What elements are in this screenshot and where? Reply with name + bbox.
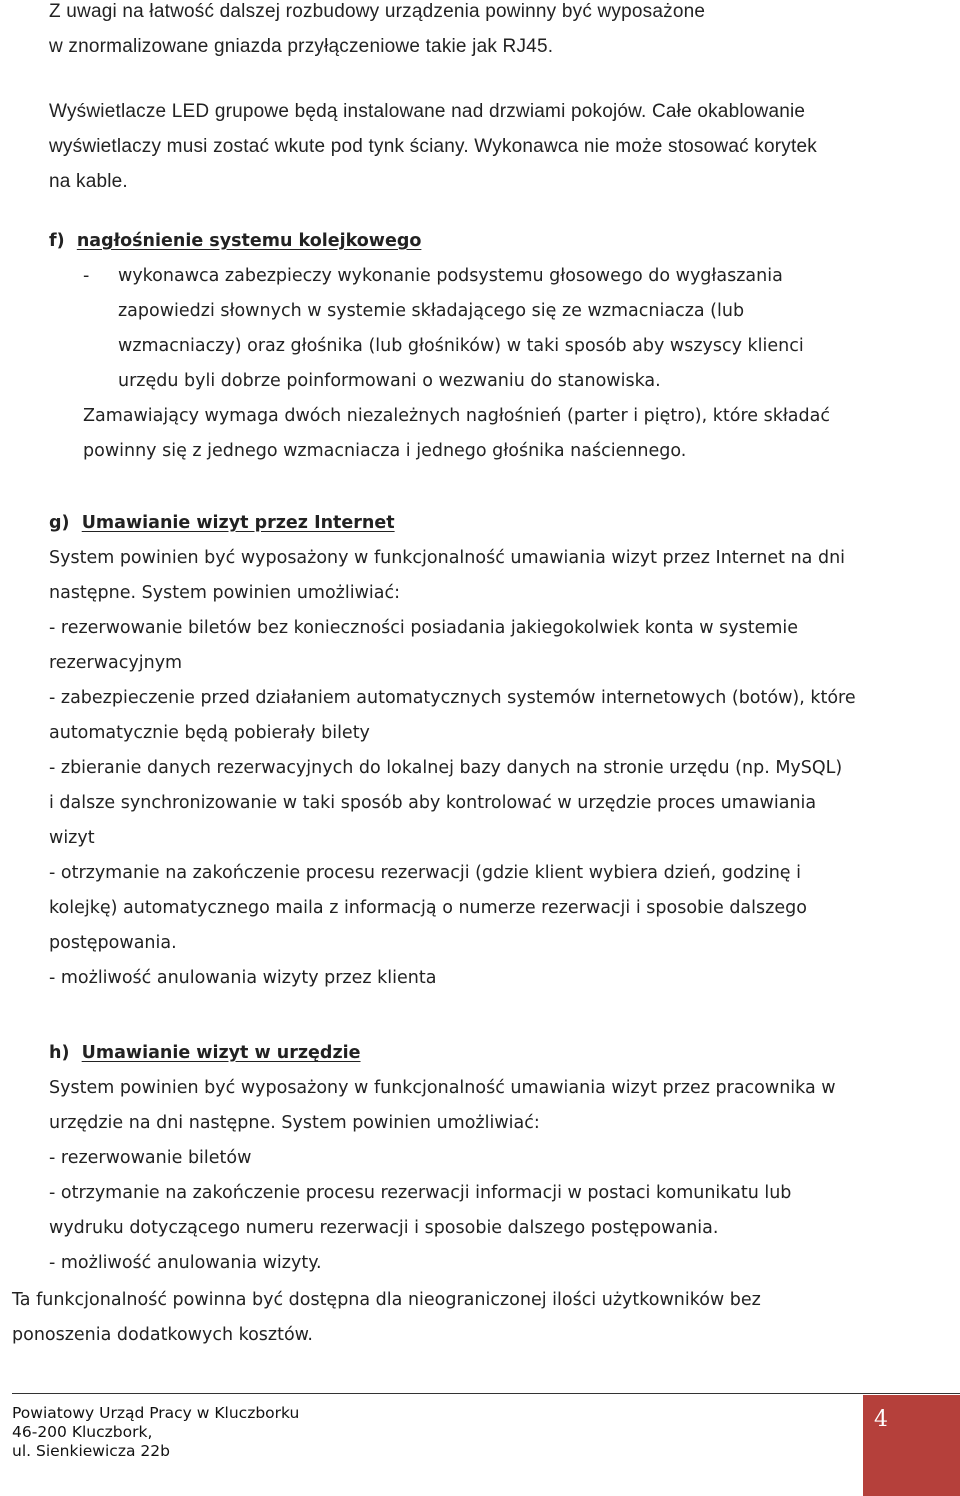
text-line: - zbieranie danych rezerwacyjnych do lokalnej bazy danych na stronie urzędu (np. MySQL) <box>49 758 843 778</box>
text-line: System powinien być wyposażony w funkcjonalność umawiania wizyt przez pracownika w <box>49 1078 836 1098</box>
footer-divider <box>12 1393 960 1394</box>
footer-street: ul. Sienkiewicza 22b <box>12 1442 170 1460</box>
text-line: - rezerwowanie biletów bez konieczności posiadania jakiegokolwiek konta w systemie <box>49 618 799 638</box>
text-line: wzmacniaczy) oraz głośnika (lub głośników) w taki sposób aby wszyscy klienci <box>118 336 804 356</box>
section-title: Umawianie wizyt w urzędzie <box>81 1043 361 1063</box>
text-line: ponoszenia dodatkowych kosztów. <box>12 1325 313 1345</box>
text-line: powinny się z jednego wzmacniacza i jednego głośnika naściennego. <box>83 441 687 461</box>
section-title: nagłośnienie systemu kolejkowego <box>76 231 422 251</box>
text-line: Z uwagi na łatwość dalszej rozbudowy urządzenia powinny być wyposażone <box>49 1 706 22</box>
text-line: Wyświetlacze LED grupowe będą instalowane nad drzwiami pokojów. Całe okablowanie <box>49 101 806 122</box>
text-line: Ta funkcjonalność powinna być dostępna dla nieograniczonej ilości użytkowników bez <box>12 1290 761 1310</box>
text-line: wykonawca zabezpieczy wykonanie podsystemu głosowego do wygłaszania <box>118 266 783 286</box>
text-line: - rezerwowanie biletów <box>49 1148 252 1168</box>
text-line: postępowania. <box>49 933 177 953</box>
section-letter: g) <box>49 513 70 533</box>
text-line: System powinien być wyposażony w funkcjonalność umawiania wizyt przez Internet na dni <box>49 548 846 568</box>
bullet-dash: - <box>83 266 90 286</box>
text-line: - możliwość anulowania wizyty przez klienta <box>49 968 437 988</box>
page-number: 4 <box>874 1407 888 1432</box>
section-f-heading <box>49 224 421 259</box>
footer-address <box>12 1404 299 1461</box>
text-line: - otrzymanie na zakończenie procesu rezerwacji informacji w postaci komunikatu lub <box>49 1183 792 1203</box>
footer-postal-code: 46-200 Kluczbork, <box>12 1423 153 1441</box>
section-g-heading <box>49 506 395 541</box>
text-line: urzędu byli dobrze poinformowani o wezwaniu do stanowiska. <box>118 371 661 391</box>
text-line: urzędzie na dni następne. System powinien umożliwiać: <box>49 1113 540 1133</box>
text-line: w znormalizowane gniazda przyłączeniowe takie jak RJ45. <box>49 36 554 57</box>
intro-paragraph-1 <box>49 0 946 64</box>
text-line: wydruku dotyczącego numeru rezerwacji i sposobie dalszego postępowania. <box>49 1218 719 1238</box>
text-line: wyświetlaczy musi zostać wkute pod tynk ściany. Wykonawca nie może stosować korytek <box>49 136 817 157</box>
section-letter: f) <box>49 231 65 251</box>
text-line: wizyt <box>49 828 95 848</box>
section-letter: h) <box>49 1043 70 1063</box>
section-h-body <box>49 1071 946 1281</box>
text-line: na kable. <box>49 171 128 192</box>
text-line: automatycznie będą pobierały bilety <box>49 723 370 743</box>
text-line: - otrzymanie na zakończenie procesu rezerwacji (gdzie klient wybiera dzień, godzinę i <box>49 863 801 883</box>
section-h-heading <box>49 1036 361 1071</box>
page-number-box <box>863 1395 960 1496</box>
text-line: - możliwość anulowania wizyty. <box>49 1253 322 1273</box>
footer-org-name: Powiatowy Urząd Pracy w Kluczborku <box>12 1404 300 1422</box>
closing-paragraph <box>12 1283 946 1353</box>
section-f-note <box>83 399 946 469</box>
text-line: zapowiedzi słownych w systemie składającego się ze wzmacniacza (lub <box>118 301 745 321</box>
text-line: kolejkę) automatycznego maila z informacją o numerze rezerwacji i sposobie dalszego <box>49 898 807 918</box>
text-line: rezerwacyjnym <box>49 653 183 673</box>
intro-paragraph-2 <box>49 94 946 199</box>
section-f-item <box>118 259 946 399</box>
section-g-body <box>49 541 946 996</box>
text-line: następne. System powinien umożliwiać: <box>49 583 401 603</box>
text-line: i dalsze synchronizowanie w taki sposób aby kontrolować w urzędzie proces umawiania <box>49 793 817 813</box>
text-line: Zamawiający wymaga dwóch niezależnych nagłośnień (parter i piętro), które składać <box>83 406 830 426</box>
section-title: Umawianie wizyt przez Internet <box>81 513 395 533</box>
text-line: - zabezpieczenie przed działaniem automatycznych systemów internetowych (botów), które <box>49 688 856 708</box>
